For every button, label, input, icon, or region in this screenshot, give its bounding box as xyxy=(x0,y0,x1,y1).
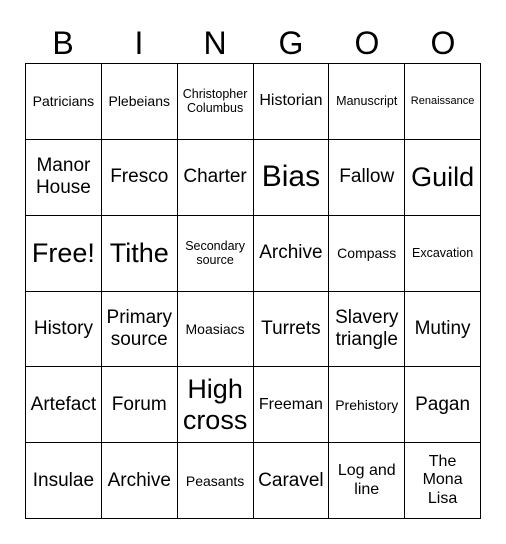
bingo-cell: Plebeians xyxy=(102,64,178,140)
bingo-cell: Turrets xyxy=(254,292,330,368)
header-letter: O xyxy=(430,25,456,61)
bingo-cell: Log and line xyxy=(329,443,405,519)
bingo-cell: Christopher Columbus xyxy=(178,64,254,140)
bingo-cell: Freeman xyxy=(254,367,330,443)
bingo-cell: Manuscript xyxy=(329,64,405,140)
bingo-cell: Forum xyxy=(102,367,178,443)
bingo-header xyxy=(25,22,481,64)
bingo-cell: Insulae xyxy=(26,443,102,519)
bingo-cell: Bias xyxy=(254,140,330,216)
bingo-cell: Renaissance xyxy=(405,64,481,140)
bingo-cell: Fresco xyxy=(102,140,178,216)
bingo-cell: Fallow xyxy=(329,140,405,216)
bingo-cell: Secondary source xyxy=(178,216,254,292)
bingo-cell: Historian xyxy=(254,64,330,140)
bingo-cell: Pagan xyxy=(405,367,481,443)
header-letter: I xyxy=(134,25,144,61)
bingo-cell: Peasants xyxy=(178,443,254,519)
bingo-cell: Primary source xyxy=(102,292,178,368)
header-letter: N xyxy=(203,25,227,61)
bingo-cell: Manor House xyxy=(26,140,102,216)
bingo-cell: Patricians xyxy=(26,64,102,140)
bingo-cell: Compass xyxy=(329,216,405,292)
bingo-cell: Artefact xyxy=(26,367,102,443)
bingo-cell: Moasiacs xyxy=(178,292,254,368)
bingo-cell: Caravel xyxy=(254,443,330,519)
bingo-cell: Charter xyxy=(178,140,254,216)
bingo-cell: The Mona Lisa xyxy=(405,443,481,519)
bingo-cell: Archive xyxy=(254,216,330,292)
bingo-cell: Archive xyxy=(102,443,178,519)
bingo-cell: High cross xyxy=(178,367,254,443)
bingo-cell: Free! xyxy=(26,216,102,292)
header-letter: B xyxy=(52,25,74,61)
bingo-cell: History xyxy=(26,292,102,368)
bingo-cell: Tithe xyxy=(102,216,178,292)
bingo-grid xyxy=(25,63,481,519)
header-letter: O xyxy=(354,25,380,61)
bingo-cell: Mutiny xyxy=(405,292,481,368)
bingo-cell: Guild xyxy=(405,140,481,216)
bingo-cell: Excavation xyxy=(405,216,481,292)
bingo-cell: Slavery triangle xyxy=(329,292,405,368)
header-letter: G xyxy=(278,25,304,61)
bingo-cell: Prehistory xyxy=(329,367,405,443)
